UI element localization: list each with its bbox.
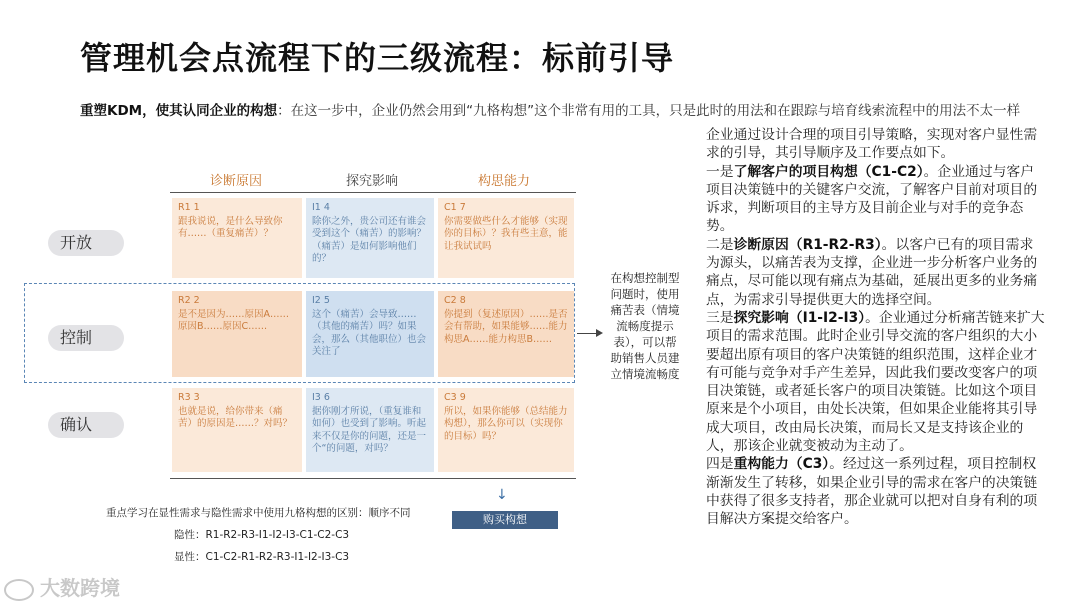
cell-c2: C2 8 你提到（复述原因）……是否会有帮助，如果能够……能力构思A……能力构思B…… <box>438 291 574 377</box>
right-paragraph-step2: 二是诊断原因（R1-R2-R3）。以客户已有的项目需求为源头，以痛苦表为支撑，企业进一步分析客户业务的痛点，尽可能以现有痛点为基础，延展出更多的业务痛点，为需求引导提供更大的选择空间。 <box>706 236 1038 308</box>
intro-text: ：在这一步中，企业仍然会用到“九格构想”这个非常有用的工具，只是此时的用法和在跟踪与培育线索流程中的用法不太一样 <box>277 103 1021 119</box>
column-header-diagnose: 诊断原因 <box>210 174 263 189</box>
page-title: 管理机会点流程下的三级流程：标前引导 <box>80 39 675 77</box>
intro-lead: 重塑KDM，使其认同企业的构想 <box>80 103 278 119</box>
cell-r3: R3 3 也就是说，给你带来（痛苦）的原因是……？对吗？ <box>172 388 302 472</box>
cell-i1: I1 4 除你之外，贵公司还有谁会受到这个（痛苦）的影响？（痛苦）是如何影响他们的？ <box>306 198 434 278</box>
arrow-down-icon: ↓ <box>496 487 508 503</box>
column-header-explore: 探究影响 <box>346 174 399 189</box>
grid-bottom-line <box>170 478 576 479</box>
cell-r2: R2 2 是不是因为……原因A……原因B……原因C…… <box>172 291 302 377</box>
cell-i2: I2 5 这个（痛苦）会导致……（其他的痛苦）吗？如果会，那么（其他职位）也会关注了 <box>306 291 434 377</box>
purchase-envision-box: 购买构想 <box>452 511 558 529</box>
right-paragraph-step4: 四是重构能力（C3）。经过这一系列过程，项目控制权渐渐发生了转移，如果企业引导的需求在客户的决策链中获得了很多支持者，那企业就可以把对自身有利的项目解决方案提交给客户。 <box>706 456 1038 528</box>
row-label-control: 控制 <box>48 325 124 351</box>
grid-top-line <box>170 192 576 193</box>
control-row-highlight <box>24 283 575 383</box>
cell-c1: C1 7 你需要做些什么才能够（实现你的目标）？我有些主意，能让我试试吗 <box>438 198 574 278</box>
sequence-note <box>106 502 411 568</box>
row-label-confirm: 确认 <box>48 412 124 438</box>
cell-r1: R1 1 跟我说说，是什么导致你有……（重复痛苦）？ <box>172 198 302 278</box>
right-paragraph-step3: 三是探究影响（I1-I2-I3）。企业通过分析痛苦链来扩大项目的需求范围。此时企业引导交流的客户组织的大小要超出原有项目的客户决策链的组织范围，这样企业才有可能与竞争对手产生差异，因此我们要改变客户的项目决策链，或者延长客户的项目决策链。比如这个项目原来是个小项目，由处长决策，但如果企业能将其引导成大项目，改由局长决策，而局长又是支持该企业的人，那该企业就变被动为主动了。 <box>706 309 1045 455</box>
row-label-open: 开放 <box>48 230 124 256</box>
right-paragraph-intro: 企业通过设计合理的项目引导策略，实现对客户显性需求的引导，其引导顺序及工作要点如下。 <box>706 127 1038 162</box>
column-header-envision: 构思能力 <box>478 174 531 189</box>
implicit-sequence: 隐性：R1-R2-R3-I1-I2-I3-C1-C2-C3 <box>174 529 350 541</box>
right-paragraph-step1: 一是了解客户的项目构想（C1-C2）。企业通过与客户项目决策链中的关键客户交流，了解客户目前对项目的诉求，判断项目的主导方及目前企业与对手的竞争态势。 <box>706 163 1038 235</box>
right-explanation <box>706 126 1046 529</box>
brand-logo: 大数跨境 <box>4 572 120 601</box>
side-note: 在构想控制型问题时，使用痛苦表（情境流畅度提示表），可以帮助销售人员建立情境流畅度 <box>610 271 680 381</box>
cell-c3: C3 9 所以，如果你能够（总结能力构想），那么你可以（实现你的目标）吗？ <box>438 388 574 472</box>
logo-mark-icon <box>4 579 34 601</box>
arrow-right-icon <box>596 329 603 337</box>
sequence-note-heading: 重点学习在显性需求与隐性需求中使用九格构想的区别：顺序不同 <box>106 507 411 519</box>
cell-i3: I3 6 据你刚才所说，（重复谁和如何）也受到了影响。听起来不仅是你的问题，还是一个“的问题，对吗？ <box>306 388 434 472</box>
intro-paragraph <box>80 97 1040 125</box>
explicit-sequence: 显性：C1-C2-R1-R2-R3-I1-I2-I3-C3 <box>174 551 350 563</box>
